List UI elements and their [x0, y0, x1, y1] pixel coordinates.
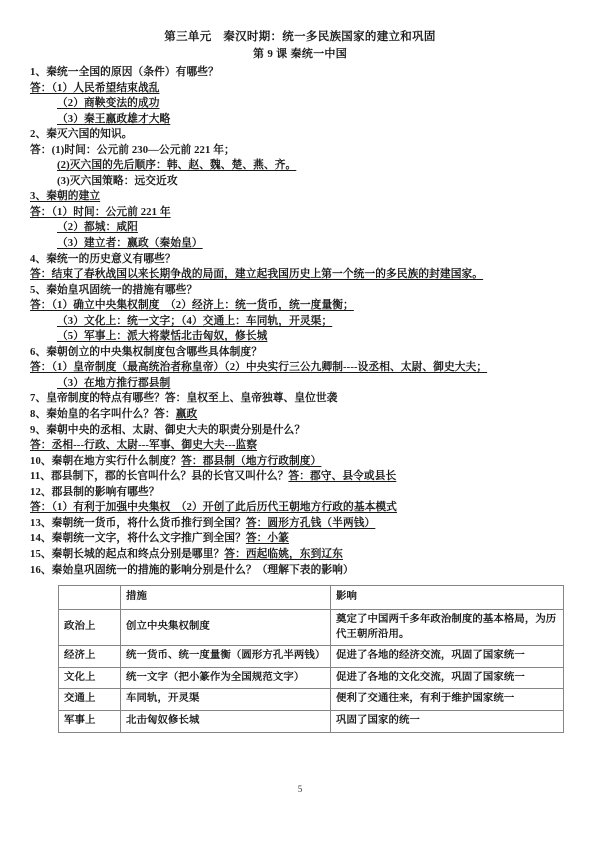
question-text: 6、秦朝创立的中央集权制度包含哪些具体制度？	[30, 345, 262, 358]
question-line	[30, 127, 570, 143]
answer-line	[30, 438, 570, 454]
question-line	[30, 391, 570, 407]
answer-text: （3）文化上：统一文字；（4）交通上：车同轨，开灵渠；	[57, 314, 333, 327]
answer-inline: 答：郡守、县令或县长	[288, 470, 397, 483]
table-header-row	[59, 586, 564, 610]
question-text: 10、秦朝在地方实行什么制度？	[30, 454, 182, 467]
answer-text: (2)灭六国的先后顺序：韩、赵、魏、楚、燕、齐。	[57, 159, 297, 172]
answer-text: （3）在地方推行郡县制	[57, 376, 171, 389]
answer-text: 答：（1）有利于加强中央集权 （2）开创了此后历代王朝地方行政的基本模式	[30, 501, 397, 514]
question-line	[30, 516, 570, 532]
question-text: 1、秦统一全国的原因（条件）有哪些？	[30, 66, 219, 78]
impact-cell: 促进了各地的经济交流，巩固了国家统一	[331, 646, 564, 668]
question-line	[30, 423, 570, 439]
answer-text: （2）商鞅变法的成功	[57, 97, 160, 110]
question-line	[30, 252, 570, 268]
question-text: 4、秦统一的历史意义有哪些？	[30, 252, 176, 265]
question-line	[30, 407, 570, 423]
measure-cell: 北击匈奴修长城	[121, 711, 331, 733]
answer-text: 答：（1）人民希望结束战乱	[30, 81, 160, 94]
answer-text: 答：结束了春秋战国以来长期争战的局面，建立起我国历史上第一个统一的多民族的封建国家。	[30, 268, 484, 281]
table-row	[59, 711, 564, 733]
row-label-cell: 经济上	[59, 646, 121, 668]
answer-text: （3）秦王嬴政雄才大略	[57, 112, 171, 125]
answer-inline: 答：小篆	[245, 532, 290, 545]
question-line	[30, 65, 570, 81]
row-label-cell: 军事上	[59, 711, 121, 733]
measure-cell: 统一货币、统一度量衡（圆形方孔半两钱）	[121, 646, 331, 668]
question-line	[30, 531, 570, 547]
page-subtitle: 第 9 课 秦统一中国	[252, 48, 348, 60]
answer-line	[30, 376, 570, 392]
impact-cell: 促进了各地的文化交流，巩固了国家统一	[331, 667, 564, 689]
question-text: 3、秦朝的建立	[30, 190, 101, 203]
answer-line	[30, 220, 570, 236]
question-line	[30, 469, 570, 485]
impact-cell: 奠定了中国两千多年政治制度的基本格局，为历代王朝所沿用。	[331, 610, 564, 646]
row-label-cell: 文化上	[59, 667, 121, 689]
question-line	[30, 454, 570, 470]
question-text: 9、秦朝中央的丞相、太尉、御史大夫的职责分别是什么？	[30, 423, 306, 436]
question-text: 2、秦灭六国的知识。	[30, 128, 133, 141]
impact-cell: 便利了交通往来，有利于维护国家统一	[331, 689, 564, 711]
answer-text: 答：（1）时间：公元前 221 年	[30, 205, 171, 218]
table-header-cell: 措施	[121, 586, 331, 610]
answer-text: 答：丞相---行政、太尉---军事、御史大夫---监察	[30, 439, 258, 452]
answer-line	[30, 267, 570, 283]
answer-text: （3）建立者：嬴政（秦始皇）	[57, 237, 203, 250]
answer-line	[30, 174, 570, 190]
title-block	[30, 28, 570, 63]
answer-inline: 答：郡县制（地方行政制度）	[181, 454, 322, 467]
answer-line	[30, 205, 570, 221]
answer-line	[30, 298, 570, 314]
table-row	[59, 667, 564, 689]
row-label-cell: 政治上	[59, 610, 121, 646]
page-number: 5	[297, 784, 303, 794]
row-label-cell: 交通上	[59, 689, 121, 711]
table-row	[59, 689, 564, 711]
question-line	[30, 547, 570, 563]
impact-table-body	[59, 586, 564, 733]
answer-line	[30, 236, 570, 252]
page-title: 第三单元 秦汉时期：统一多民族国家的建立和巩固	[164, 31, 436, 43]
question-line	[30, 563, 570, 579]
question-text: 8、秦始皇的名字叫什么？答：	[30, 408, 176, 421]
answer-line	[30, 158, 570, 174]
impact-table	[58, 585, 564, 733]
answer-line	[30, 112, 570, 128]
question-line	[30, 283, 570, 299]
answer-line	[30, 329, 570, 345]
question-text: 16、秦始皇巩固统一的措施的影响分别是什么？（理解下表的影响）	[30, 563, 354, 576]
answer-text: 答：（1）确立中央集权制度 （2）经济上：统一货币，统一度量衡；	[30, 299, 354, 312]
answer-inline: 答：圆形方孔钱（半两钱）	[245, 516, 376, 529]
question-answer-list	[30, 65, 570, 578]
table-row	[59, 646, 564, 668]
question-line	[30, 345, 570, 361]
answer-text: (3)灭六国策略：远交近攻	[57, 174, 178, 187]
table-header-cell	[59, 586, 121, 610]
table-row	[59, 610, 564, 646]
measure-cell: 车同轨，开灵渠	[121, 689, 331, 711]
question-text: 7、皇帝制度的特点有哪些？答：皇权至上、皇帝独尊、皇位世袭	[30, 392, 338, 405]
question-text: 5、秦始皇巩固统一的措施有哪些？	[30, 283, 198, 296]
answer-text: （2）都城：咸阳	[57, 221, 138, 234]
question-line	[30, 189, 570, 205]
question-text: 14、秦朝统一文字，将什么文字推广到全国？	[30, 532, 246, 545]
answer-line	[30, 143, 570, 159]
answer-inline: 答：西起临姚，东到辽东	[224, 547, 343, 560]
answer-inline: 嬴政	[175, 408, 198, 421]
answer-line	[30, 81, 570, 97]
answer-line	[30, 500, 570, 516]
measure-cell: 统一文字（把小篆作为全国规范文字）	[121, 667, 331, 689]
answer-line	[30, 360, 570, 376]
answer-text: 答：(1)时间：公元前 230—公元前 221 年；	[30, 143, 235, 156]
impact-cell: 巩固了国家的统一	[331, 711, 564, 733]
question-text: 12、郡县制的影响有哪些？	[30, 485, 160, 498]
question-text: 11、郡县制下，郡的长官叫什么？县的长官又叫什么？	[30, 470, 289, 483]
answer-text: （5）军事上：派大将蒙恬北击匈奴，修长城	[57, 330, 268, 343]
answer-text: 答：（1）皇帝制度（最高统治者称皇帝）（2）中央实行三公九卿制----设丞相、太尉、御史大夫；	[30, 361, 488, 374]
question-text: 15、秦朝长城的起点和终点分别是哪里？	[30, 547, 225, 560]
question-line	[30, 485, 570, 501]
table-header-cell: 影响	[331, 586, 564, 610]
question-text: 13、秦朝统一货币，将什么货币推行到全国？	[30, 516, 246, 529]
answer-line	[30, 96, 570, 112]
answer-line	[30, 314, 570, 330]
measure-cell: 创立中央集权制度	[121, 610, 331, 646]
